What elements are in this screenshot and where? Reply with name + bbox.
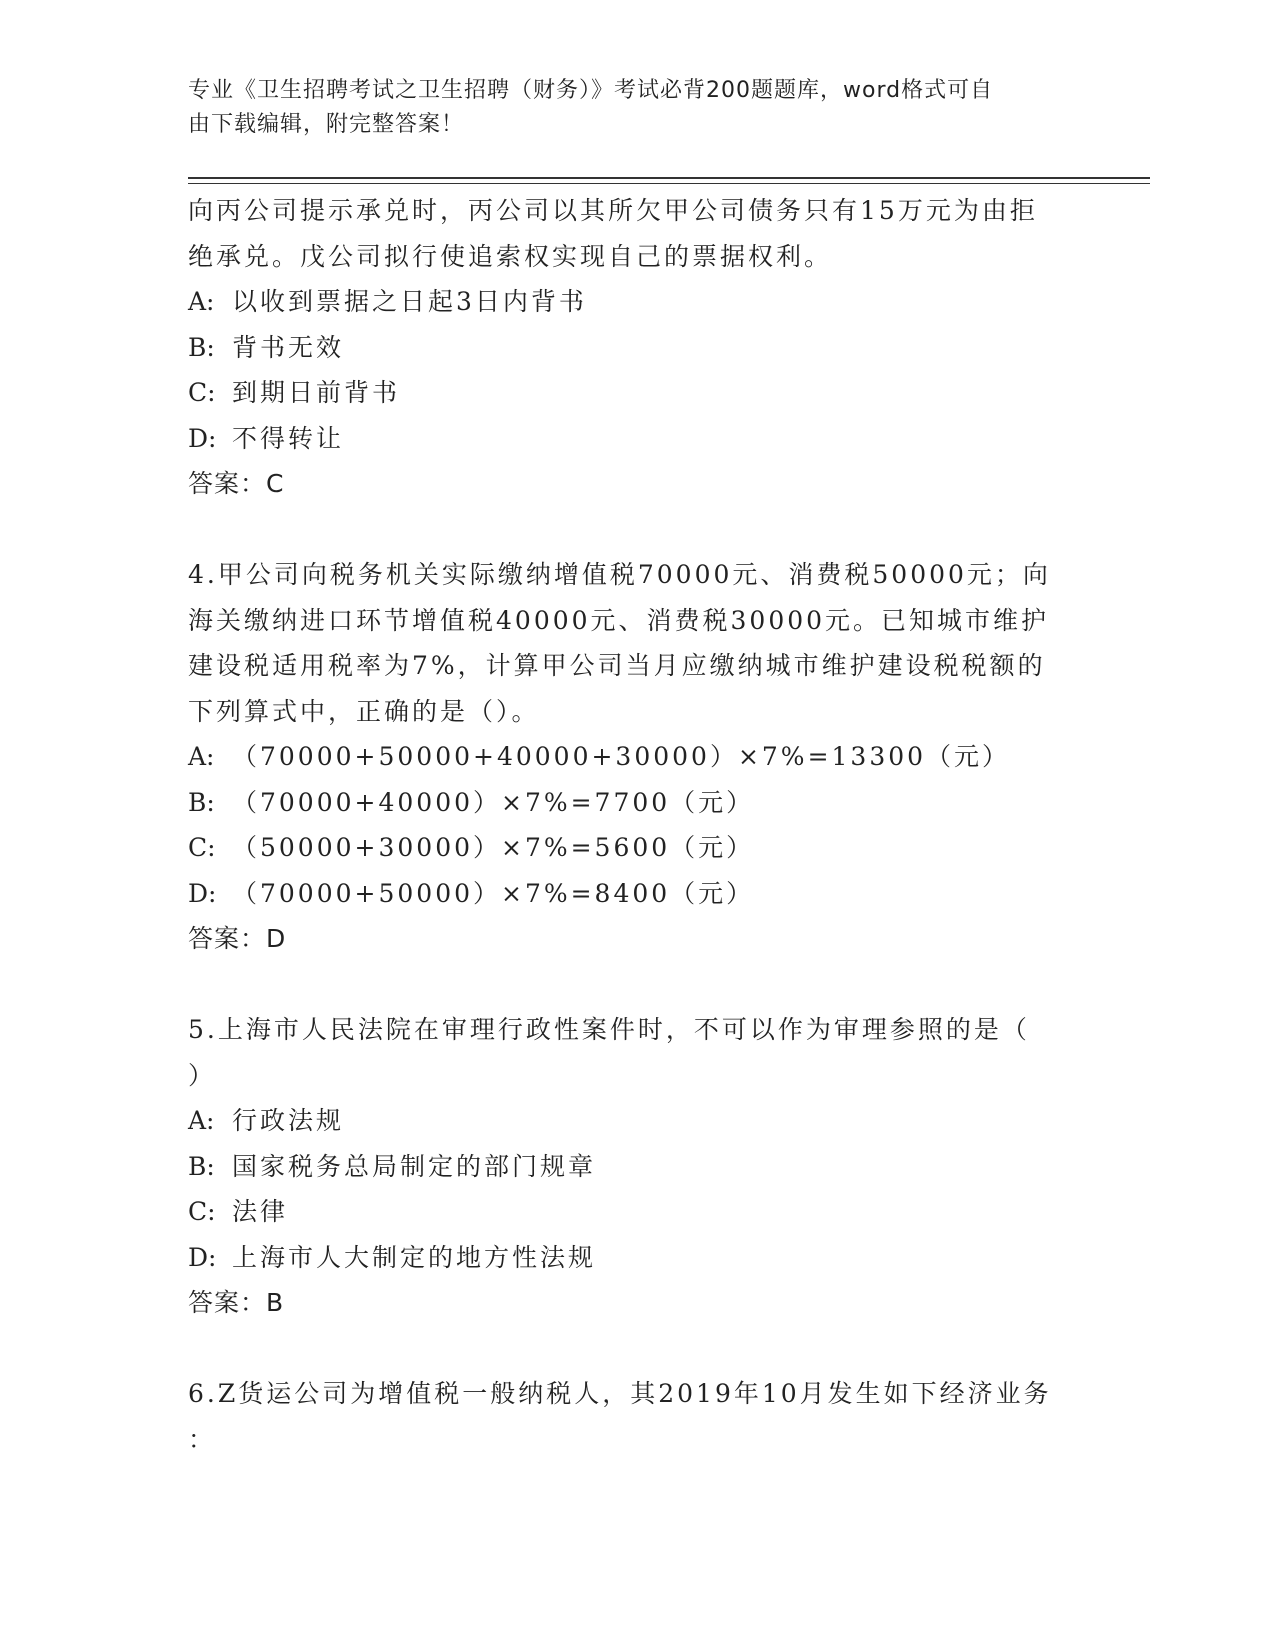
- option-key: B:: [188, 787, 215, 817]
- option-text: （70000+50000+40000+30000）×7%=13300（元）: [232, 742, 1011, 771]
- question-stem-line: 5.上海市人民法院在审理行政性案件时，不可以作为审理参照的是（: [188, 1015, 1030, 1044]
- question-6: [188, 1371, 1088, 1462]
- question-stem-line: ）: [188, 1060, 217, 1090]
- option-b: [188, 1144, 1088, 1190]
- option-key: A:: [188, 287, 215, 316]
- option-a: [188, 734, 1088, 780]
- option-key: D:: [188, 1242, 217, 1272]
- question-stem-line: 向丙公司提示承兑时，丙公司以其所欠甲公司债务只有15万元为由拒: [188, 196, 1038, 225]
- option-key: C:: [188, 378, 216, 407]
- option-text: 行政法规: [232, 1106, 345, 1135]
- option-a: [188, 279, 1088, 325]
- option-d: [188, 1235, 1088, 1281]
- question-4: [188, 552, 1088, 962]
- option-a: [188, 1098, 1088, 1144]
- question-3: [188, 188, 1088, 507]
- option-text: 法律: [232, 1197, 289, 1226]
- option-key: A:: [188, 742, 215, 771]
- option-text: 不得转让: [232, 423, 345, 453]
- option-b: [188, 780, 1088, 826]
- question-stem-line: 6.Z货运公司为增值税一般纳税人，其2019年10月发生如下经济业务: [188, 1379, 1052, 1408]
- answer-line: 答案：B: [188, 1288, 285, 1317]
- option-key: B:: [188, 332, 215, 362]
- option-key: C:: [188, 833, 216, 862]
- option-key: C:: [188, 1197, 216, 1226]
- option-text: （70000+50000）×7%=8400（元）: [232, 878, 755, 908]
- question-spacer: [188, 1326, 1088, 1372]
- question-stem-line: 下列算式中，正确的是（）。: [188, 696, 540, 726]
- question-stem-line: 建设税适用税率为7%，计算甲公司当月应缴纳城市维护建设税税额的: [188, 651, 1046, 680]
- option-c: [188, 1189, 1088, 1235]
- option-text: 到期日前背书: [232, 378, 401, 407]
- question-stem-line: ：: [188, 1424, 217, 1454]
- answer-line: 答案：D: [188, 924, 287, 953]
- question-spacer: [188, 507, 1088, 553]
- option-d: [188, 871, 1088, 917]
- header-rule-thin: [188, 183, 1150, 184]
- option-text: 上海市人大制定的地方性法规: [232, 1242, 597, 1272]
- header-rule-thick: [188, 177, 1150, 179]
- option-d: [188, 416, 1088, 462]
- question-stem-line: 海关缴纳进口环节增值税40000元、消费税30000元。已知城市维护: [188, 605, 1050, 635]
- question-list: [188, 188, 1088, 1462]
- option-key: D:: [188, 878, 217, 908]
- header-line-2: 由下载编辑，附完整答案！: [188, 112, 465, 137]
- option-b: [188, 325, 1088, 371]
- option-c: [188, 825, 1088, 871]
- option-c: [188, 370, 1088, 416]
- option-text: 背书无效: [232, 332, 345, 362]
- option-text: （50000+30000）×7%=5600（元）: [232, 833, 755, 862]
- option-text: 以收到票据之日起3日内背书: [232, 287, 587, 316]
- document-header: [188, 74, 1068, 142]
- option-key: D:: [188, 423, 217, 453]
- answer-line: 答案：C: [188, 469, 285, 498]
- option-key: A:: [188, 1106, 215, 1135]
- question-stem-line: 绝承兑。戊公司拟行使追索权实现自己的票据权利。: [188, 241, 833, 271]
- option-text: 国家税务总局制定的部门规章: [232, 1151, 597, 1181]
- question-5: [188, 1007, 1088, 1326]
- option-key: B:: [188, 1151, 215, 1181]
- question-stem-line: 4.甲公司向税务机关实际缴纳增值税70000元、消费税50000元；向: [188, 560, 1051, 589]
- header-line-1: 专业《卫生招聘考试之卫生招聘（财务）》考试必背200题题库，word格式可自: [188, 78, 994, 103]
- question-spacer: [188, 962, 1088, 1008]
- option-text: （70000+40000）×7%=7700（元）: [232, 787, 755, 817]
